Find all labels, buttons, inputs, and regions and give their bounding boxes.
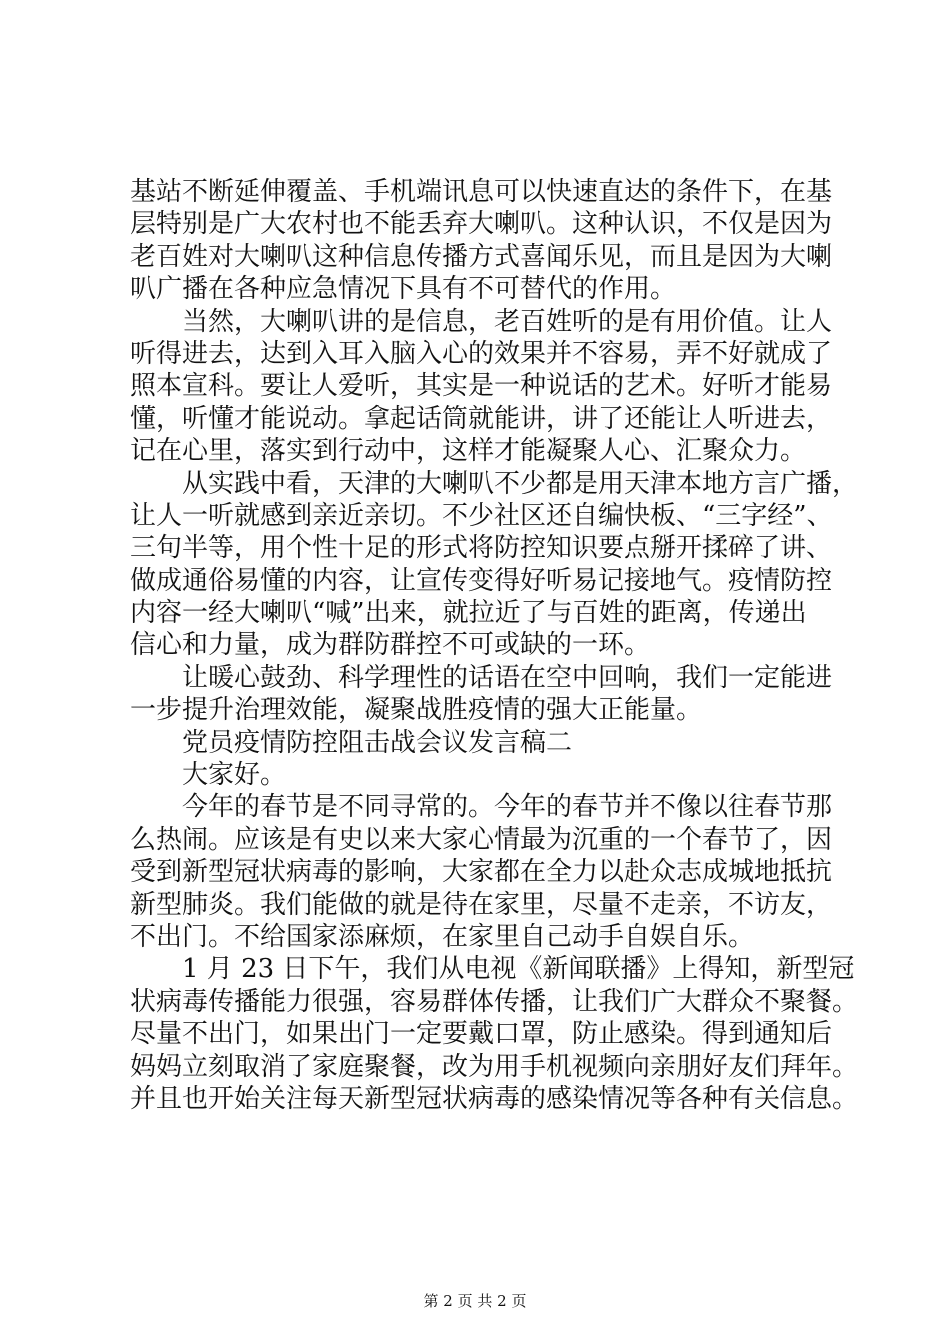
text-line: 党员疫情防控阻击战会议发言稿二 [182, 727, 573, 758]
text-line: 新型肺炎。我们能做的就是待在家里，尽量不走亲，不访友， [130, 889, 833, 920]
text-line: 让人一听就感到亲近亲切。不少社区还自编快板、“三字经”、 [130, 500, 833, 531]
text-line: 信心和力量，成为群防群控不可或缺的一环。 [130, 630, 651, 661]
text-line: 照本宣科。要让人爱听，其实是一种说话的艺术。好听才能易 [130, 371, 833, 402]
text-line: 么热闹。应该是有史以来大家心情最为沉重的一个春节了，因 [130, 824, 833, 855]
text-line: 并且也开始关注每天新型冠状病毒的感染情况等各种有关信息。 [130, 1083, 859, 1114]
text-line: 三句半等，用个性十足的形式将防控知识要点掰开揉碎了讲、 [130, 533, 833, 564]
text-line: 1 月 23 日下午，我们从电视《新闻联播》上得知，新型冠 [182, 954, 855, 985]
text-line: 叭广播在各种应急情况下具有不可替代的作用。 [130, 274, 677, 305]
text-line: 做成通俗易懂的内容，让宣传变得好听易记接地气。疫情防控 [130, 565, 833, 596]
text-line: 今年的春节是不同寻常的。今年的春节并不像以往春节那 [182, 792, 833, 823]
text-line: 尽量不出门，如果出门一定要戴口罩，防止感染。得到通知后 [130, 1019, 833, 1050]
text-line: 当然，大喇叭讲的是信息，老百姓听的是有用价值。让人 [182, 306, 833, 337]
text-line: 内容一经大喇叭“喊”出来，就拉近了与百姓的距离，传递出 [130, 598, 807, 629]
text-line: 一步提升治理效能，凝聚战胜疫情的强大正能量。 [130, 695, 703, 726]
text-line: 从实践中看，天津的大喇叭不少都是用天津本地方言广播， [182, 468, 859, 499]
text-line: 记在心里，落实到行动中，这样才能凝聚人心、汇聚众力。 [130, 436, 807, 467]
text-line: 状病毒传播能力很强，容易群体传播，让我们广大群众不聚餐。 [130, 986, 859, 1017]
text-line: 层特别是广大农村也不能丢弃大喇叭。这种认识，不仅是因为 [130, 209, 833, 240]
text-line: 基站不断延伸覆盖、手机端讯息可以快速直达的条件下，在基 [130, 177, 833, 207]
document-body [130, 176, 859, 1115]
text-line: 让暖心鼓劲、科学理性的话语在空中回响，我们一定能进 [182, 662, 833, 693]
text-line: 懂，听懂才能说动。拿起话筒就能讲，讲了还能让人听进去， [130, 403, 833, 434]
text-line: 听得进去，达到入耳入脑入心的效果并不容易，弄不好就成了 [130, 338, 833, 369]
text-line: 受到新型冠状病毒的影响，大家都在全力以赴众志成城地抵抗 [130, 857, 833, 888]
page-footer: 第 2 页 共 2 页 [423, 1292, 527, 1310]
text-line: 大家好。 [182, 760, 287, 791]
text-line: 妈妈立刻取消了家庭聚餐，改为用手机视频向亲朋好友们拜年。 [130, 1051, 859, 1082]
text-line: 不出门。不给国家添麻烦，在家里自己动手自娱自乐。 [130, 921, 755, 952]
text-line: 老百姓对大喇叭这种信息传播方式喜闻乐见，而且是因为大喇 [130, 241, 833, 272]
